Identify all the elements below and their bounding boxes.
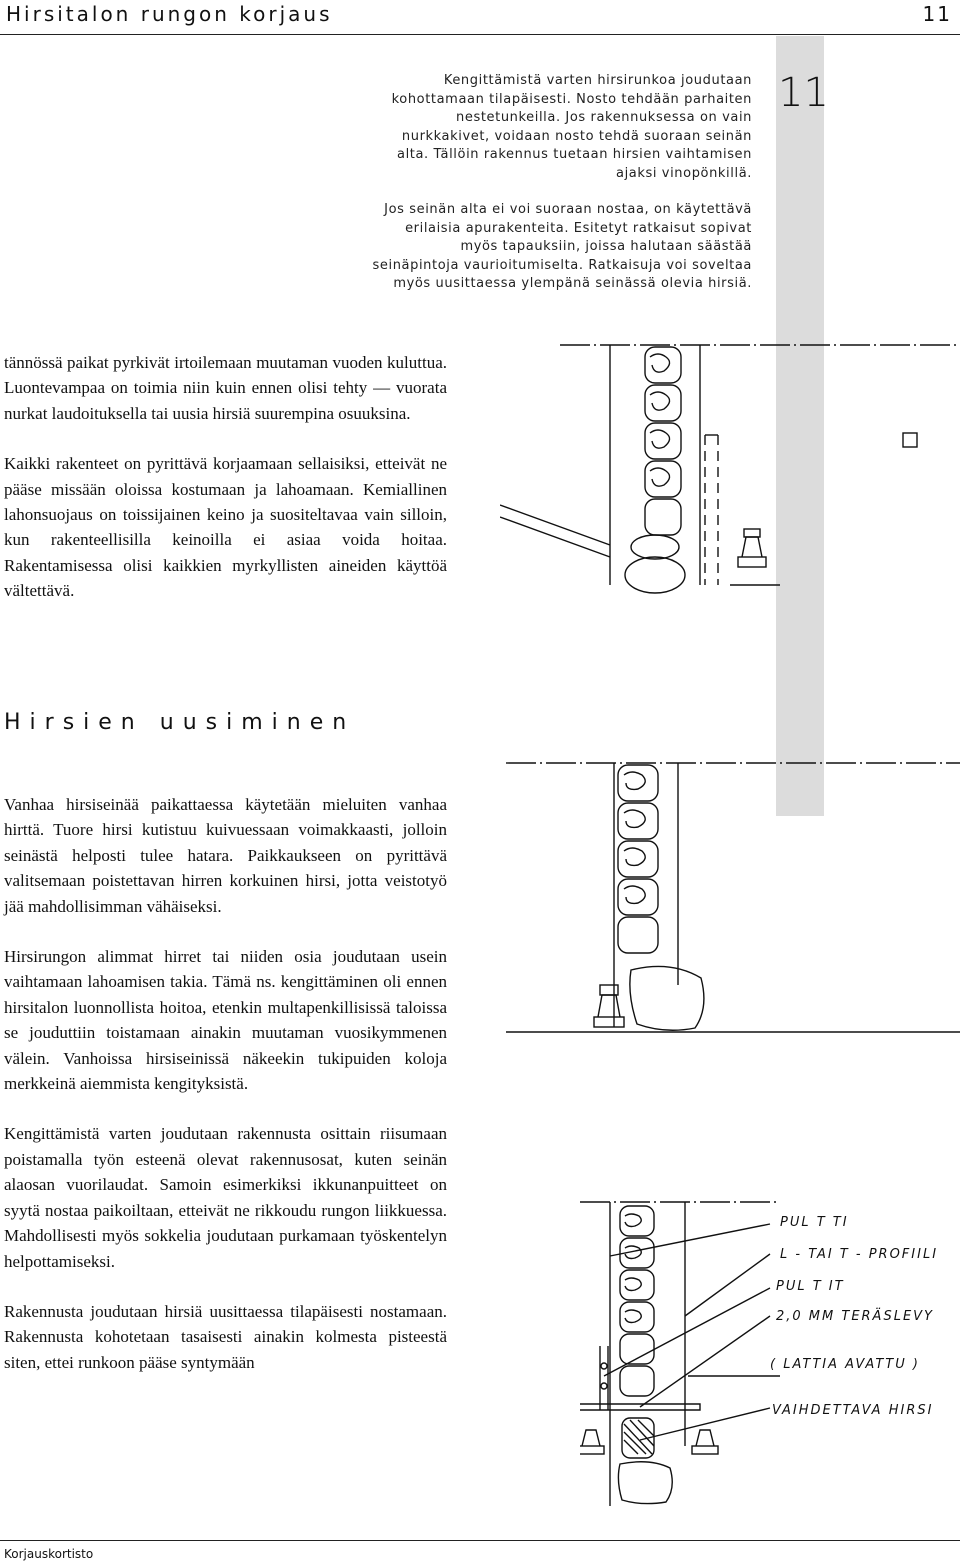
caption-line: nestetunkeilla. Jos rakennuksessa on vain [456,110,752,125]
caption-line: kohottamaan tilapäisesti. Nosto tehdään parhaiten [391,91,752,107]
drawing-log-replacement [506,755,960,1045]
body-paragraph: Hirsirungon alimmat hirret tai niiden osia joudutaan usein vaihtamaan lahoamisen takia. Tämä ns. kengittäminen oli ennen hirsitalon luonnollista hoitoa, etenkin multapenkillisissä taloissa se jouduttiin toistamaan ainakin muutaman vuosikymmenen välein. Vanhoissa hirsiseinissä näkeekin tukipuiden koloja merkkeinä aiemmista kengityksistä. [4,947,447,1094]
body-paragraph: tännössä paikat pyrkivät irtoilemaan muutaman vuoden kuluttua. Luontevampaa on toimia niin kuin ennen olisi tehty — vuorata nurkat laudoituksella tai uusia hirsiä suurempina osuuksina. [4,353,447,423]
caption-line: Kengittämistä varten hirsirunkoa joudutaan [443,73,752,88]
caption-line: erilaisia apurakenteita. Esitetyt ratkaisut sopivat [405,220,752,236]
label-steel-plate: 2,0 MM TERÄSLEVY [776,1309,934,1324]
drawing-wall-shoring [500,335,960,665]
caption-paragraph-1 [392,72,752,183]
caption-line: myös tapauksiin, joissa halutaan säästää [460,239,752,254]
label-bolts: PUL T IT [776,1279,845,1294]
caption-line: ajaksi vinopönkillä. [616,165,752,181]
section-heading: Hirsien uusiminen [4,710,356,735]
body-paragraph: Kengittämistä varten joudutaan rakennusta osittain riisumaan poistamalla työn esteenä olevat rakennusosat, kuten seinän alaosan vuorilaudat. Samoin esimerkiksi ikkunanpuitteet on syytä nostaa paikoiltaan, etteivät ne rikkoudu rungon liikkuessa. Mahdollisesti myös sokkelia joudutaan purkamaan työskentelyn helpottamiseksi. [4,1124,447,1271]
label-bolt: PUL T TI [780,1215,849,1230]
header-rule [0,34,960,35]
footer-text: Korjauskortisto [4,1547,94,1561]
caption-line: Jos seinän alta ei voi suoraan nostaa, on käytettävä [384,202,752,217]
caption-paragraph-2 [373,201,752,294]
page-header-number: 11 [922,2,952,26]
footer-rule [0,1540,960,1541]
caption-line: seinäpintoja vaurioitumiselta. Ratkaisuja voi soveltaa [372,257,752,273]
label-profile: L - TAI T - PROFIILI [780,1247,939,1262]
body-text-block-1 [4,350,447,604]
caption-line: myös uusittaessa ylempänä seinässä olevia hirsiä. [393,276,752,291]
body-text-block-2 [4,792,447,1375]
chapter-number: 11 [778,70,829,116]
body-paragraph: Vanhaa hirsiseinää paikattaessa käytetään mieluiten vanhaa hirttä. Tuore hirsi kutistuu kuivuessaan voimakkaasti, jolloin seinästä helposti tulee hatara. Paikkaukseen on pyrittävä valitsemaan poistettavan hirren korkuinen hirsi, jotta veistotyö jää mahdollisimman vähäiseksi. [4,795,447,916]
caption-line: alta. Tällöin rakennus tuetaan hirsien vaihtamisen [397,147,752,162]
body-paragraph: Rakennusta joudutaan hirsiä uusittaessa tilapäisesti nostamaan. Rakennusta kohotetaan tasaisesti ainakin kolmesta pisteestä siten, ettei runkoon pääse syntymään [4,1301,447,1372]
page-header-title: Hirsitalon rungon korjaus [6,2,333,26]
label-floor-opened: ( LATTIA AVATTU ) [770,1357,920,1372]
caption-line: nurkkakivet, voidaan nosto tehdä suoraan seinän [401,128,752,144]
drawing-steel-plate-support [580,1196,960,1508]
body-paragraph: Kaikki rakenteet on pyrittävä korjaamaan sellaisiksi, etteivät ne pääse missään oloissa kostumaan ja lahoamaan. Kemiallinen lahonsuojaus on toissijainen keino ja suositeltavaa vain silloin, kun rakenteellisilla keinoilla ei asiaa voida hoitaa. Rakentamisessa olisi kaikkien myrkyllisten aineiden käyttöä vältettävä. [4,454,447,601]
label-replaced-log: VAIHDETTAVA HIRSI [772,1403,934,1418]
